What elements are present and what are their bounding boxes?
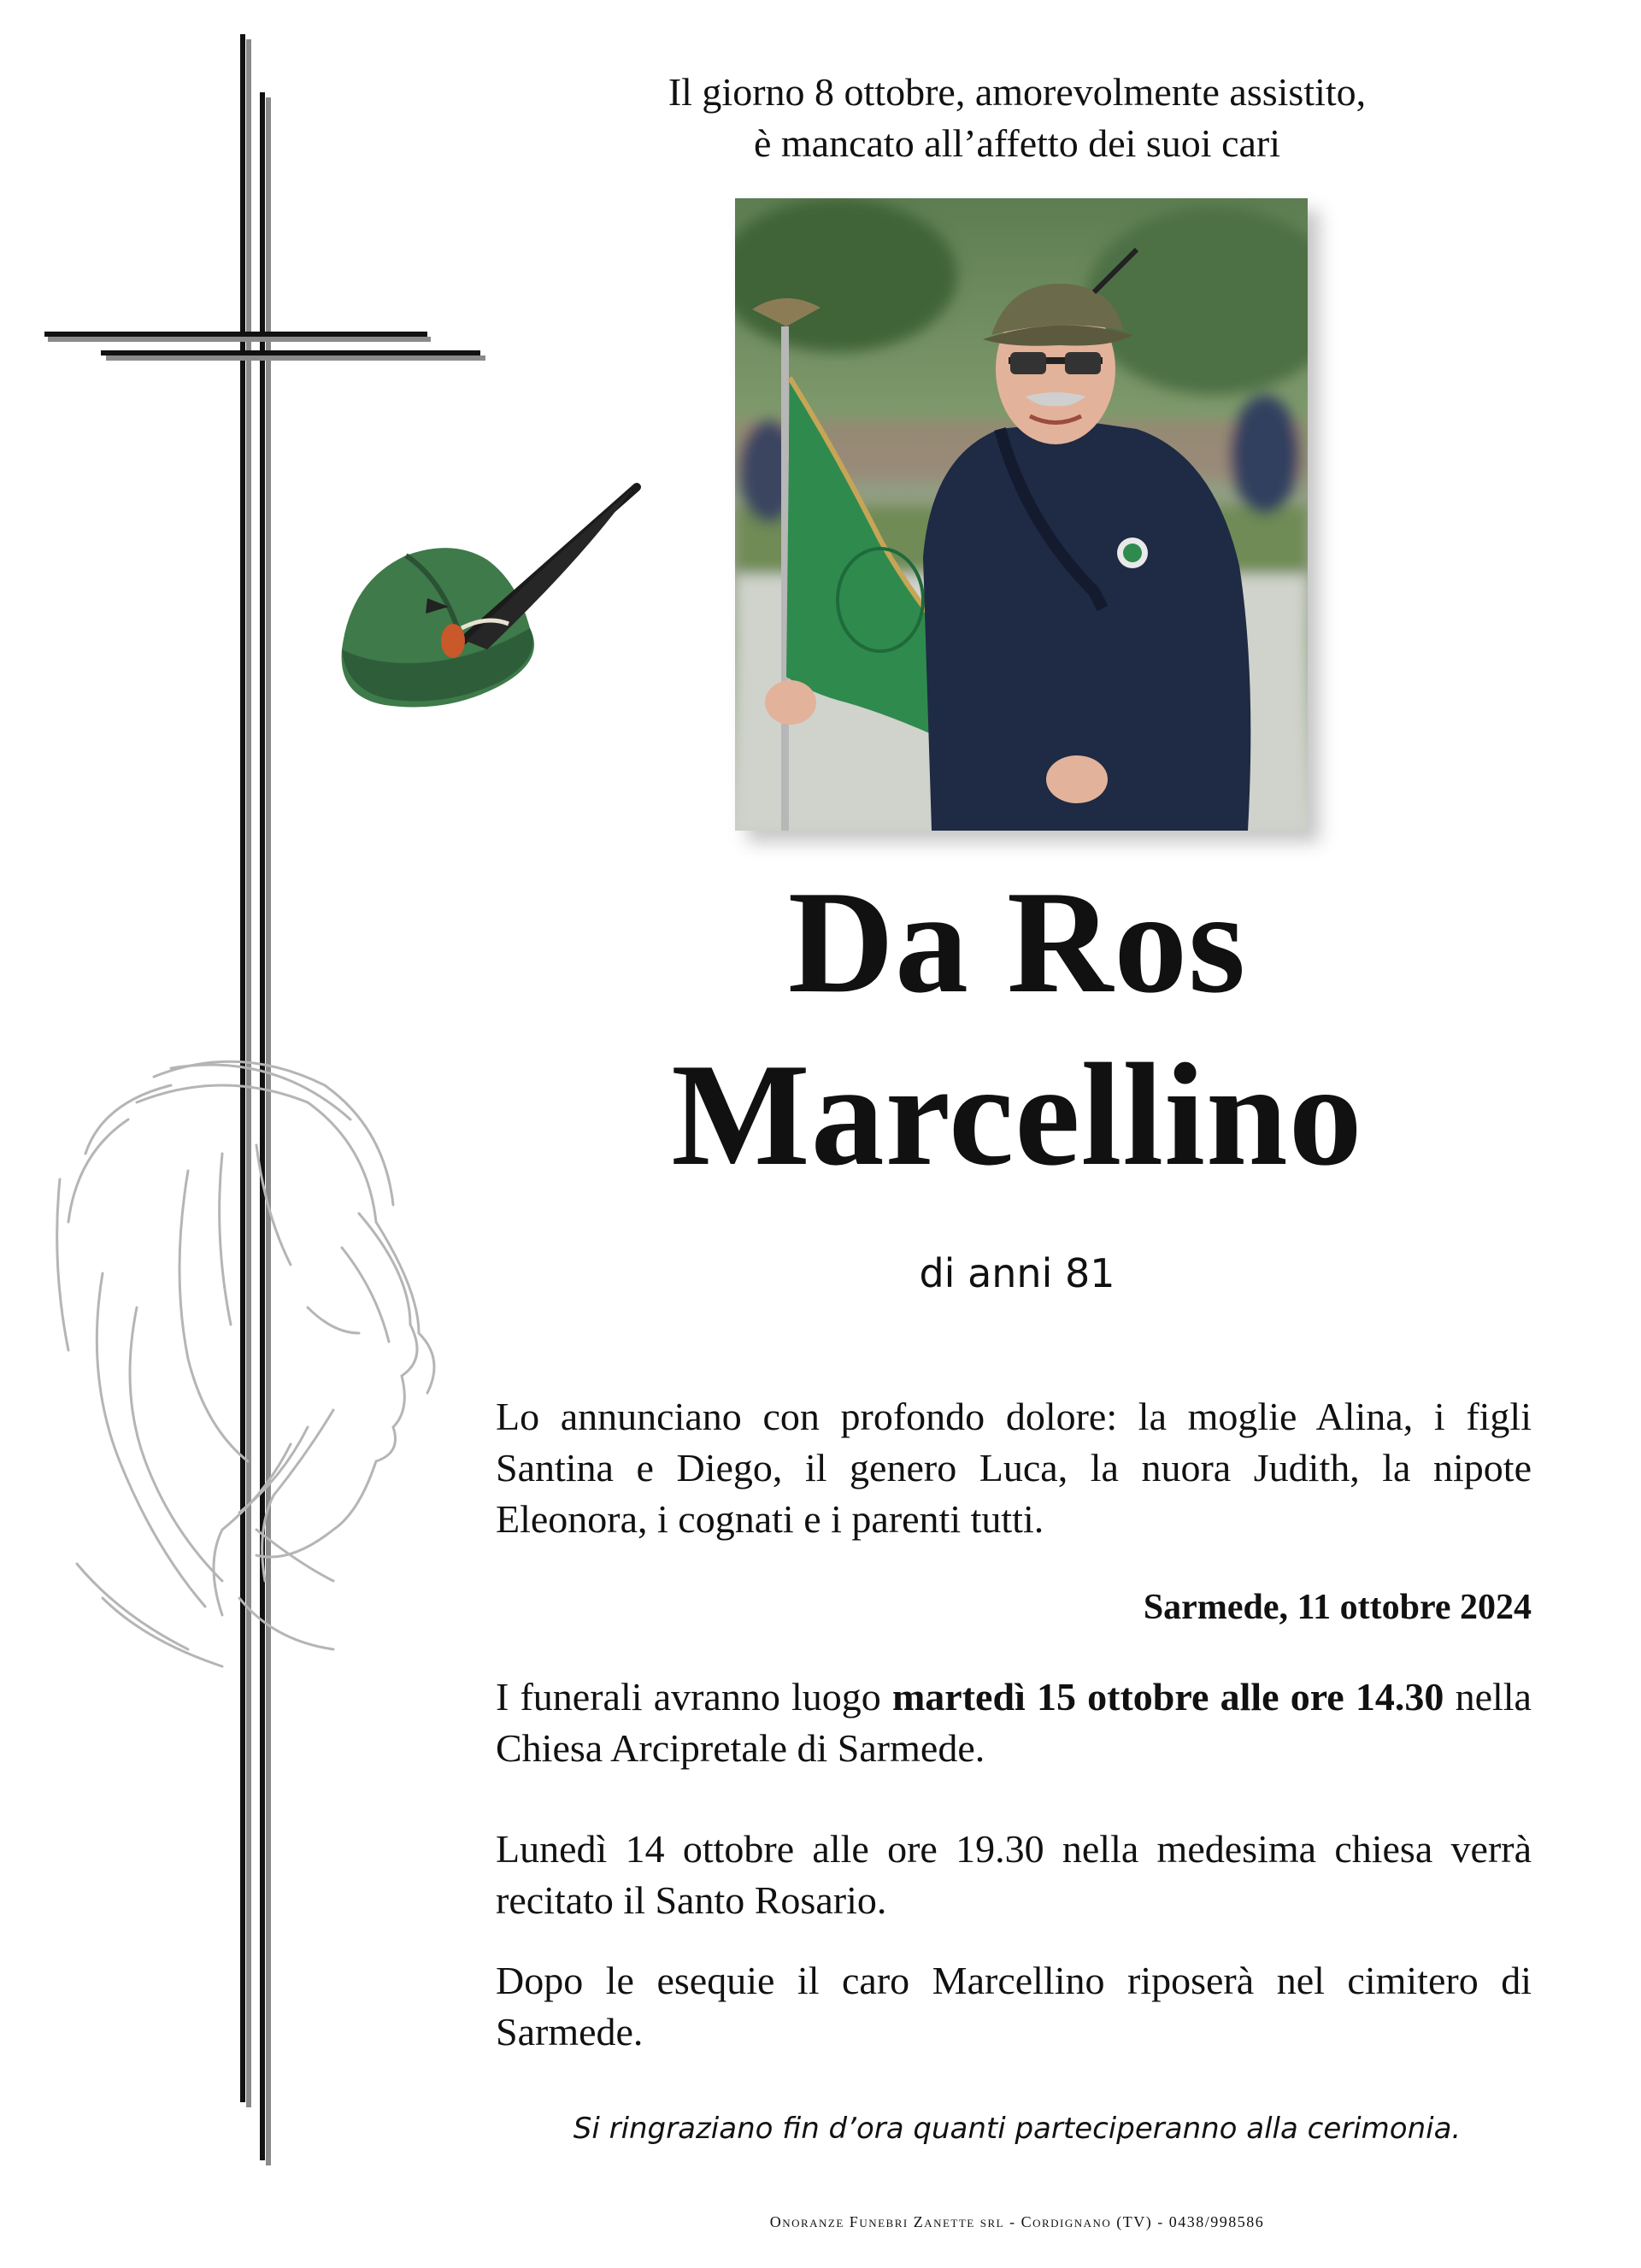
intro-line-2: è mancato all’affetto dei suoi cari xyxy=(753,121,1281,165)
funeral-paragraph xyxy=(496,1672,1532,1774)
deceased-age: di anni 81 xyxy=(919,1250,1115,1296)
intro-text xyxy=(547,67,1487,169)
intro-line-1: Il giorno 8 ottobre, amorevolmente assistito, xyxy=(668,70,1367,114)
funeral-prefix: I funerali avranno luogo xyxy=(496,1675,892,1719)
portrait-photo xyxy=(735,198,1308,831)
funeral-datetime: martedì 15 ottobre alle ore 14.30 xyxy=(891,1675,1444,1719)
place-date: Sarmede, 11 ottobre 2024 xyxy=(1143,1588,1532,1627)
thanks-note: Si ringraziano fin d’ora quanti parteciperanno alla cerimonia. xyxy=(573,2112,1462,2146)
announcement-paragraph: Lo annunciano con profondo dolore: la moglie Alina, i figli Santina e Diego, il genero Luca, la nuora Judith, la nipote Eleonora, i cognati e i parenti tutti. xyxy=(496,1395,1532,1541)
alpine-hat-icon xyxy=(325,479,650,735)
christ-sketch-icon xyxy=(51,1051,453,1683)
rosary-paragraph: Lunedì 14 ottobre alle ore 19.30 nella medesima chiesa verrà recitato il Santo Rosario. xyxy=(496,1827,1532,1922)
funeral-suffix: nella Chiesa Arcipretale di Sarmede. xyxy=(496,1675,1532,1770)
deceased-surname: Da Ros xyxy=(787,861,1247,1024)
funeral-home-footer: Onoranze Funebri Zanette srl - Cordignano (TV) - 0438/998586 xyxy=(769,2213,1265,2230)
deceased-first-name: Marcellino xyxy=(671,1034,1363,1196)
burial-paragraph: Dopo le esequie il caro Marcellino riposerà nel cimitero di Sarmede. xyxy=(496,1959,1532,2054)
